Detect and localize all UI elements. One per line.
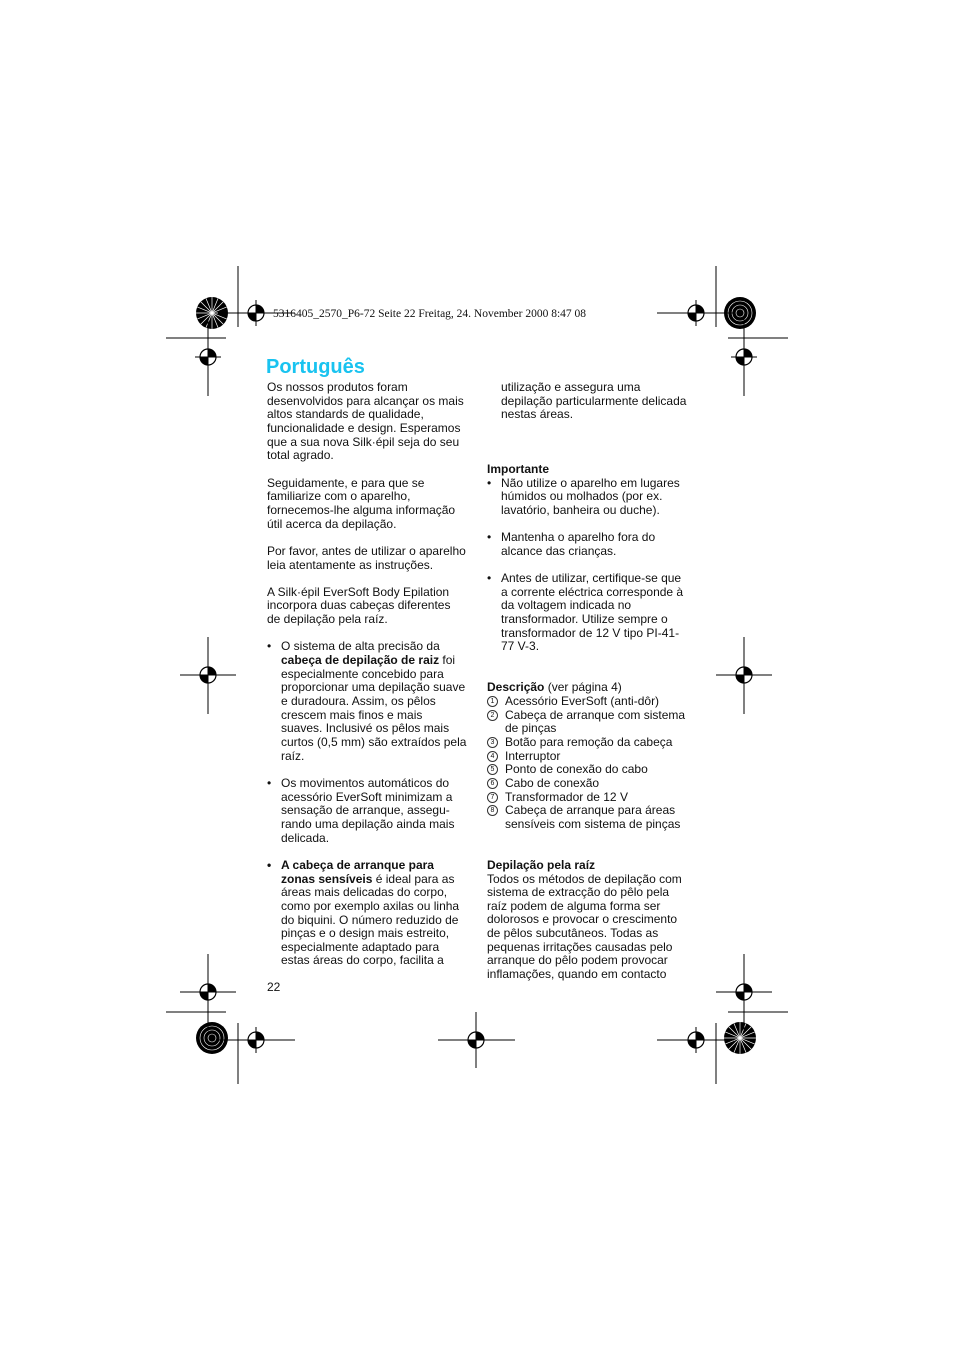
description-item: 1 Acessório EverSoft (anti-dôr) (487, 695, 687, 709)
description-item: 4 Interruptor (487, 750, 687, 764)
section-heading-importante: Importante (487, 461, 550, 476)
bullet-dot: • (487, 571, 492, 586)
depilation-paragraph: Todos os métodos de depilação com sistema de extracção do pêlo pela raíz podem de alguma forma ser dolorosos e provocar o crescimento de pêlos subcutâneos. Todas as pequenas irritações causadas pelo arranque do pêlo podem provocar inflamações, quando em contacto (487, 871, 682, 982)
number-circle-icon: 4 (487, 751, 498, 762)
read-instructions-paragraph: Por favor, antes de utilizar o aparelho leia atentamente as instruções. (267, 543, 466, 572)
bullet-item: • O sistema de alta precisão da cabeça de depilação de raiz foi especialmente concebido para proporcionar uma depilação suave e duradoura. Assim, os pêlos crescem mais finos e mais suaves. Inclusivé os pêlos mais curtos (0,5 mm) são extraídos pela raíz. (267, 639, 467, 763)
description-item: 5 Ponto de conexão do cabo (487, 763, 687, 777)
column-left (267, 381, 467, 982)
bullet-dot: • (267, 857, 272, 872)
bullet-item: • Os movimentos automáticos do acessório EverSoft minimizam a sensação de arranque, assegu-rando uma depilação ainda mais delicada. (267, 775, 455, 845)
number-circle-icon: 6 (487, 778, 498, 789)
description-item: 7 Transformador de 12 V (487, 791, 687, 805)
warning-item: • Mantenha o aparelho fora do alcance das crianças. (487, 530, 656, 558)
column-right (487, 381, 687, 982)
warning-item: • Não utilize o aparelho em lugares húmidos ou molhados (por ex. lavatório, banheira ou duche). (487, 475, 680, 517)
bullet-dot: • (487, 475, 492, 490)
number-circle-icon: 7 (487, 792, 498, 803)
page-number: 22 (267, 980, 281, 994)
description-item: 8 Cabeça de arranque para áreas sensíveis com sistema de pinças (487, 804, 687, 831)
number-circle-icon: 8 (487, 805, 498, 816)
number-circle-icon: 1 (487, 696, 498, 707)
continued-paragraph: utilização e assegura uma depilação particularmente delicada nestas áreas. (501, 380, 687, 422)
bullet-dot: • (487, 530, 492, 545)
number-circle-icon: 3 (487, 737, 498, 748)
bullet-dot: • (267, 775, 272, 790)
bullet-item: • A cabeça de arranque para zonas sensíveis é ideal para as áreas mais delicadas do corpo, como por exemplo axilas ou linha do biquini. O número reduzido de pinças e o design mais estreito, especialmente adaptado para estas áreas do corpo, facilita a (267, 857, 460, 968)
section-heading-descricao: Descrição (ver página 4) (487, 680, 622, 695)
number-circle-icon: 5 (487, 764, 498, 775)
page-title: Português (266, 356, 365, 378)
familiarize-paragraph: Seguidamente, e para que se familiarize com o aparelho, fornecemos-lhe alguma informação útil acerca da depilação. (267, 475, 456, 531)
number-circle-icon: 2 (487, 710, 498, 721)
section-heading-depilacao: Depilação pela raíz (487, 857, 596, 872)
heads-paragraph: A Silk·épil EverSoft Body Epilation incorpora duas cabeças diferentes de depilação pela raíz. (267, 584, 451, 627)
description-item: 6 Cabo de conexão (487, 777, 687, 791)
intro-paragraph: Os nossos produtos foram desenvolvidos para alcançar os mais altos standards de qualidade, funcionalidade e design. Esperamos que a sua nova Silk·épil seja do seu total agrado. (267, 380, 464, 463)
warning-item: • Antes de utilizar, certifique-se que a corrente eléctrica corresponde à da voltagem indicada no transformador. Utilize sempre o transformador de 12 V tipo PI-41-77 V-3. (487, 571, 684, 654)
print-slug: 5316405_2570_P6-72 Seite 22 Freitag, 24. November 2000 8:47 08 (273, 308, 587, 320)
description-item: 2 Cabeça de arranque com sistema de pinças (487, 709, 687, 736)
description-item: 3 Botão para remoção da cabeça (487, 736, 687, 750)
bullet-dot: • (267, 639, 272, 654)
